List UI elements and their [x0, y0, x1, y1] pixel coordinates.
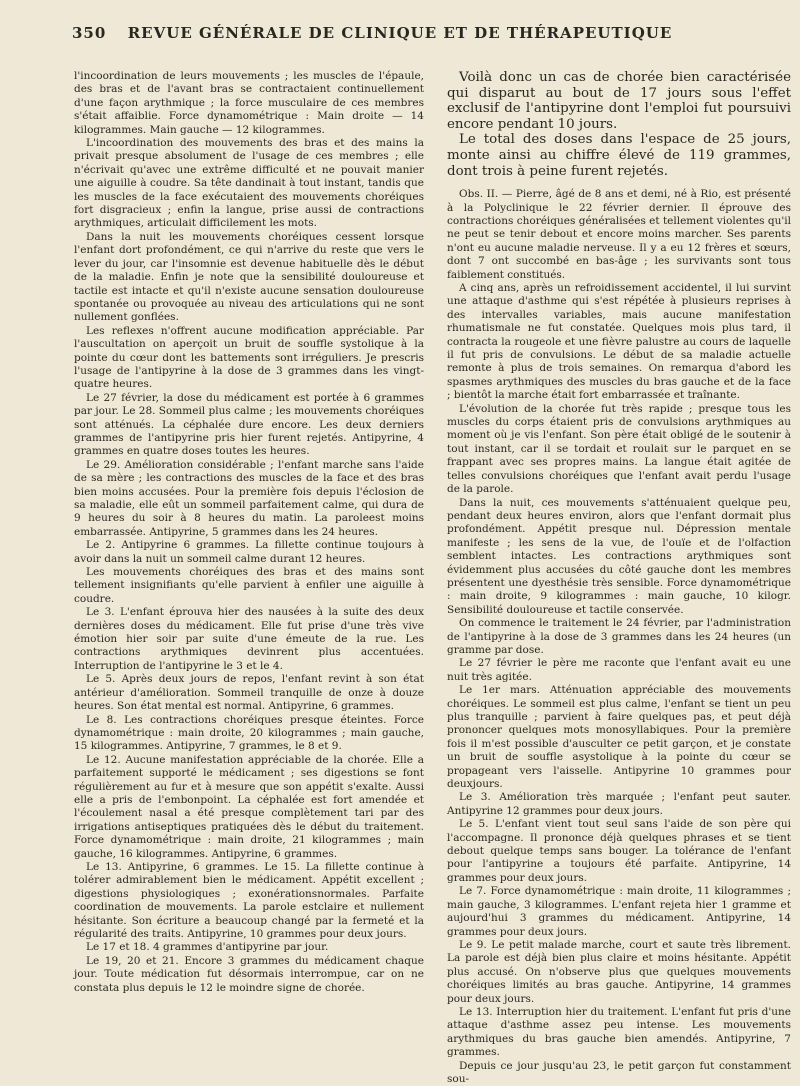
paragraph: l'incoordination de leurs mouvements ; les muscles de l'épaule, des bras et de l'avant bras se contractaient continuellement d'une façon arythmique ; la force musculaire de ces membres s'était affaiblie. Force dynamométrique : Main droite — 14 kilogrammes. Main gauche — 12 kilogrammes.	[74, 70, 424, 136]
paragraph: Le 5. L'enfant vient tout seul sans l'aide de son père qui l'accompagne. Il prononce déjà quelques phrases et se tient debout quelque temps sans bouger. La tolérance de l'enfant pour l'antipyrine a toujours été parfaite. Antipyrine, 14 grammes pour deux jours.	[447, 818, 791, 884]
paragraph: Les reflexes n'offrent aucune modification appréciable. Par l'auscultation on aperçoit un bruit de souffle systolique à la pointe du cœur dont les battements sont irréguliers. Je prescris l'usage de l'antipyrine à la dose de 3 grammes dans les vingt-quatre heures.	[74, 324, 424, 391]
running-title: REVUE GÉNÉRALE DE CLINIQUE ET DE THÉRAPEUTIQUE	[127, 24, 673, 42]
paragraph: L'évolution de la chorée fut très rapide ; presque tous les muscles du corps étaient pris de convulsions arythmiques au moment où je vis l'enfant. Son père était obligé de le soutenir à tout instant, car il se tordait et roulait sur le parquet en se frappant avec ses propres mains. La langue était agitée de telles convulsions choréiques que l'enfant avait perdu l'usage de la parole.	[447, 402, 791, 496]
right-column	[447, 70, 791, 1085]
paragraph: Le 13. Interruption hier du traitement. L'enfant fut pris d'une attaque d'asthme assez peu intense. Les mouvements arythmiques du bras gauche bien amendés. Antipyrine, 7 grammes.	[447, 1005, 791, 1059]
paragraph: Dans la nuit, ces mouvements s'atténuaient quelque peu, pendant deux heures environ, alors que l'enfant dormait plus profondément. Appétit presque nul. Dépression mentale manifeste ; les sens de la vue, de l'ouïe et de l'olfaction semblent intactes. Les contractions arythmiques sont évidemment plus accusées du côté gauche dont les membres présentent une dyesthésie très sensible. Force dynamométrique : main droite, 9 kilogrammes : main gauche, 10 kilogr. Sensibilité douloureuse et tactile conservée.	[447, 496, 791, 616]
paragraph: L'incoordination des mouvements des bras et des mains la privait presque absolument de l'usage de ces membres ; elle n'écrivait qu'avec une extrême difficulté et ne pouvait manier une aiguille à coudre. Sa tête dandinait à tout instant, tandis que les muscles de la face exécutaient des mouvements choréiques fort disgracieux ; enfin la langue, prise aussi de contractions arythmiques, articulait difficilement les mots.	[74, 137, 424, 230]
paragraph: Le 1er mars. Atténuation appréciable des mouvements choréiques. Le sommeil est plus calme, l'enfant se tient un peu plus tranquille ; parvient à faire quelques pas, et peut déjà prononcer quelques mots monosyllabiques. Pour la première fois il m'est possible d'ausculter ce petit garçon, et je constate un bruit de souffle asystolique à la pointe du cœur se propageant vers l'aisselle. Antipyrine 10 grammes pour deuxjours.	[447, 684, 791, 791]
paragraph: Le 12. Aucune manifestation appréciable de la chorée. Elle a parfaitement supporté le médicament ; ses digestions se font régulièrement au fur et à mesure que son appétit s'exalte. Aussi elle a pris de l'embonpoint. La céphalée est fort amendée et l'écoulement nasal a été presque complètement tari par des irrigations antiseptiques pratiquées dès le début du traitement. Force dynamométrique : main droite, 21 kilogrammes ; main gauche, 16 kilogrammes. Antipyrine, 6 grammes.	[74, 753, 424, 860]
paragraph: Le 13. Antipyrine, 6 grammes. Le 15. La fillette continue à tolérer admirablement bien le médicament. Appétit excellent ; digestions physiologiques ; exonérationsnormales. Parfaite coordination de mouvements. La parole estclaire et nullement hésitante. Son écriture a beaucoup changé par la fermeté et la régularité des traits. Antipyrine, 10 grammes pour deux jours.	[74, 860, 424, 940]
paragraph: Le 3. Amélioration très marquée ; l'enfant peut sauter. Antipyrine 12 grammes pour deux jours.	[447, 791, 791, 817]
paragraph: Le 3. L'enfant éprouva hier des nausées à la suite des deux dernières doses du médicament. Elle fut prise d'une très vive émotion hier soir par suite d'une émeute de la rue. Les contractions arythmiques devinrent plus accentuées. Interruption de l'antipyrine le 3 et le 4.	[74, 606, 424, 672]
paragraph: Le 27 février, la dose du médicament est portée à 6 grammes par jour. Le 28. Sommeil plus calme ; les mouvements choréiques sont atténués. La céphalée dure encore. Les deux derniers grammes de l'antipyrine pris hier furent rejetés. Antipyrine, 4 grammes en quatre doses toutes les heures.	[74, 391, 424, 458]
paragraph: Le 2. Antipyrine 6 grammes. La fillette continue toujours à avoir dans la nuit un sommeil calme durant 12 heures.	[74, 539, 424, 565]
paragraph: Le 17 et 18. 4 grammes d'antipyrine par jour.	[86, 941, 329, 954]
paragraph: On commence le traitement le 24 février, par l'administration de l'antipyrine à la dose de 3 grammes dans les 24 heures (un gramme par dose.	[447, 617, 791, 656]
paragraph: A cinq ans, après un refroidissement accidentel, il lui survint une attaque d'asthme qui s'est répétée à plusieurs reprises à des intervalles variables, mais aucune manifestation rhumatismale ne fut constatée. Quelques mois plus tard, il contracta la rougeole et une fièvre palustre au cours de laquelle il fut pris de convulsions. Le début de sa maladie actuelle remonte à plus de trois semaines. On remarqua d'abord les spasmes arythmiques des muscles du bras gauche et de la face ; bientôt la marche était fort embarrassée et traînante.	[447, 282, 791, 402]
paragraph: Les mouvements choréiques des bras et des mains sont tellement insignifiants qu'elle parvient à enfiler une aiguille à coudre.	[74, 566, 424, 605]
paragraph: Le 29. Amélioration considérable ; l'enfant marche sans l'aide de sa mère ; les contractions des muscles de la face et des bras bien moins accusées. Pour la première fois depuis l'éclosion de sa maladie, elle eût un sommeil parfaitement calme, qui dura de 9 heures du soir à 8 heures du matin. La paroleest moins embarrassée. Antipyrine, 5 grammes dans les 24 heures.	[74, 458, 424, 538]
paragraph: Le 19, 20 et 21. Encore 3 grammes du médicament chaque jour. Toute médication fut désormais interrompue, car on ne constata plus depuis le 12 le moindre signe de chorée.	[74, 954, 424, 994]
conclusion-paragraph: Le total des doses dans l'espace de 25 jours, monte ainsi au chiffre élevé de 119 grammes, dont trois à peine furent rejetés.	[447, 132, 791, 179]
paragraph: Le 8. Les contractions choréiques presque éteintes. Force dynamométrique : main droite, 20 kilogrammes ; main gauche, 15 kilogrammes. Antipyrine, 7 grammes, le 8 et 9.	[74, 713, 424, 753]
conclusion-paragraph: Voilà donc un cas de chorée bien caractérisée qui disparut au bout de 17 jours sous l'effet exclusif de l'antipyrine dont l'emploi fut poursuivi encore pendant 10 jours.	[447, 70, 791, 132]
paragraph: Le 27 février le père me raconte que l'enfant avait eu une nuit très agitée.	[447, 657, 791, 683]
paragraph: Le 7. Force dynamométrique : main droite, 11 kilogrammes ; main gauche, 3 kilogrammes. L'enfant rejeta hier 1 gramme et aujourd'hui 3 grammes du médicament. Antipyrine, 14 grammes pour deux jours.	[447, 885, 791, 938]
observation-paragraph: Obs. II. — Pierre, âgé de 8 ans et demi, né à Rio, est présenté à la Polyclinique le 22 février dernier. Il éprouve des contractions choréiques généralisées et tellement violentes qu'il ne peut se tenir debout et encore moins marcher. Ses parents n'ont eu aucune maladie nerveuse. Il y a eu 12 frères et sœurs, dont 7 ont succombé en bas-âge ; les survivants sont tous faiblement constitués.	[447, 188, 791, 281]
paragraph: Depuis ce jour jusqu'au 23, le petit garçon fut constamment sou-	[447, 1059, 791, 1085]
paragraph: Le 9. Le petit malade marche, court et saute très librement. La parole est déjà bien plus claire et moins hésitante. Appétit plus accusé. On n'observe plus que quelques mouvements choréiques limités au bras gauche. Antipyrine, 14 grammes pour deux jours.	[447, 938, 791, 1005]
paragraph: Le 5. Après deux jours de repos, l'enfant revint à son état antérieur d'amélioration. Sommeil tranquille de onze à douze heures. Son état mental est normal. Antipyrine, 6 grammes.	[74, 673, 424, 713]
page-number: 350	[72, 24, 107, 42]
paragraph: Dans la nuit les mouvements choréiques cessent lorsque l'enfant dort profondément, ce qui n'arrive du reste que vers le lever du jour, car l'insomnie est devenue habituelle dès le début de la maladie. Enfin je note que la sensibilité douloureuse et tactile est intacte et qu'il n'existe aucune sensation douloureuse spontanée ou provoquée au niveau des articulations qui ne sont nullement gonflées.	[74, 230, 424, 324]
left-column	[74, 70, 424, 1038]
